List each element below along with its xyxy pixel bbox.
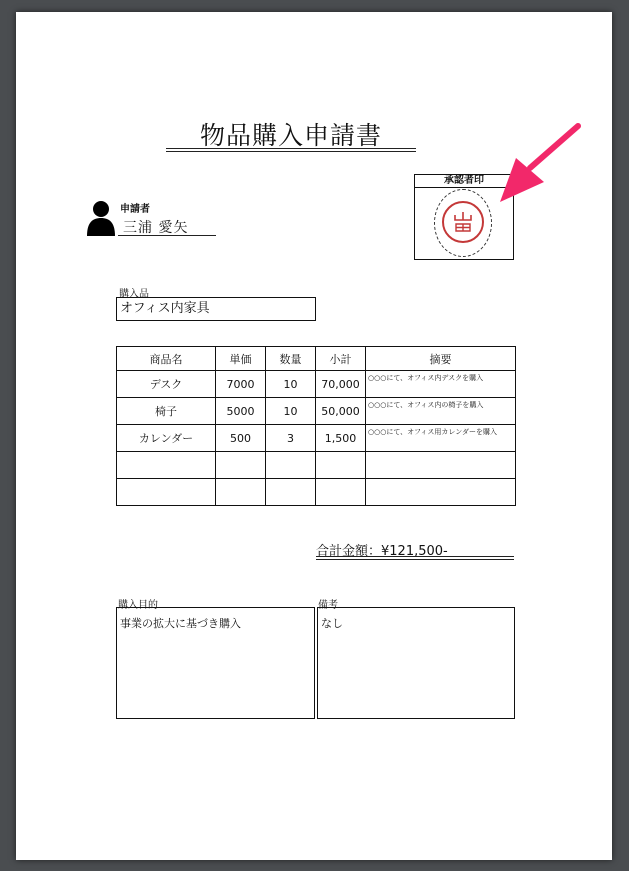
cell-memo [366,452,516,479]
total-underline-double [316,559,514,560]
cell-product-name [117,452,216,479]
cell-subtotal: 50,000 [316,398,366,425]
table-row [117,425,516,452]
cell-subtotal: 1,500 [316,425,366,452]
cell-quantity: 3 [266,425,316,452]
applicant-underline [118,235,216,236]
table-row [117,479,516,506]
cell-product-name: カレンダー [117,425,216,452]
seal-guide-circle [434,189,492,257]
document-title: 物品購入申請書 [199,121,382,150]
cell-memo: ○○○にて、オフィス内の椅子を購入 [366,398,516,425]
approver-stamp-label: 承認者印 [415,175,513,188]
items-table [116,346,516,506]
header-memo: 摘要 [366,347,516,371]
cell-subtotal [316,452,366,479]
header-product-name: 商品名 [117,347,216,371]
cell-product-name: デスク [117,371,216,398]
purpose-field: 事業の拡大に基づき購入 [116,607,315,719]
title-underline-double [166,151,416,152]
applicant-name: 三浦 愛矢 [123,220,189,236]
cell-memo: ○○○にて、オフィス内デスクを購入 [366,371,516,398]
cell-unit-price: 500 [216,425,266,452]
cell-unit-price: 5000 [216,398,266,425]
remarks-field: なし [317,607,515,719]
table-row [117,398,516,425]
purpose-label: 購入目的 [118,600,158,611]
cell-quantity [266,479,316,506]
cell-quantity: 10 [266,371,316,398]
cell-unit-price [216,452,266,479]
item-value-field: オフィス内家具 [116,297,316,321]
cell-product-name: 椅子 [117,398,216,425]
document-page [16,12,612,860]
total-amount: 合計金額：¥121,500- [316,544,448,559]
table-header-row [117,347,516,371]
pink-arrow-icon [494,120,584,210]
applicant-label: 申請者 [120,204,150,215]
table-row [117,452,516,479]
title-underline [166,148,416,149]
cell-memo: ○○○にて、オフィス用カレンダーを購入 [366,425,516,452]
cell-subtotal [316,479,366,506]
item-label: 購入品 [119,289,149,300]
header-quantity: 数量 [266,347,316,371]
cell-subtotal: 70,000 [316,371,366,398]
remarks-label: 備考 [318,600,338,611]
cell-product-name [117,479,216,506]
approval-seal-icon [442,201,484,243]
cell-unit-price: 7000 [216,371,266,398]
total-underline [316,556,514,557]
cell-quantity: 10 [266,398,316,425]
table-row [117,371,516,398]
person-silhouette-icon [86,200,116,236]
cell-unit-price [216,479,266,506]
header-unit-price: 単価 [216,347,266,371]
cell-quantity [266,452,316,479]
cell-memo [366,479,516,506]
header-subtotal: 小計 [316,347,366,371]
